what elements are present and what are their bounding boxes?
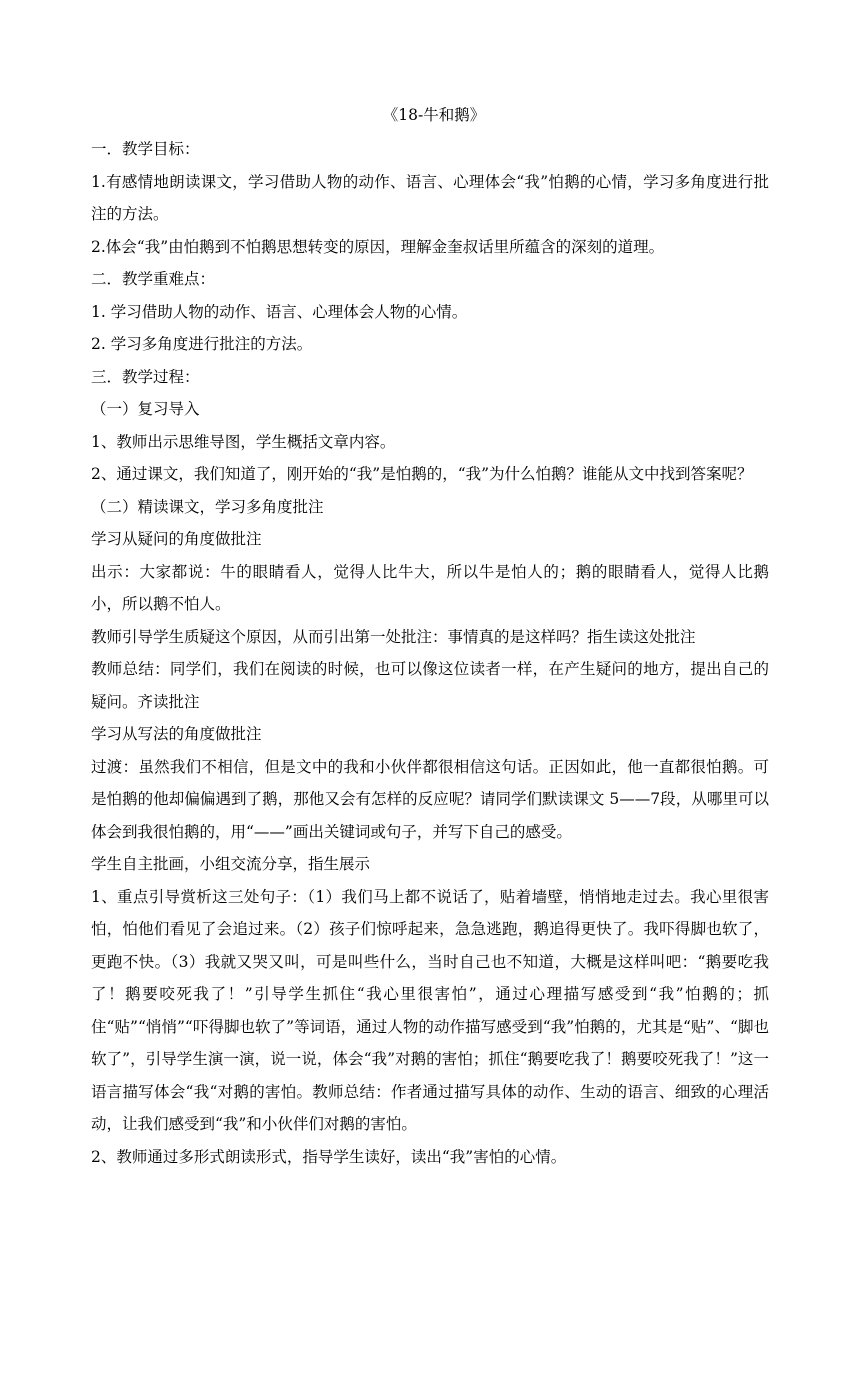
objective-1: 1.有感情地朗读课文，学习借助人物的动作、语言、心理体会“我”怕鹅的心情，学习多角度进行批注的方法。 [91, 172, 769, 223]
subheading-review: （一）复习导入 [91, 400, 200, 418]
section-heading-objectives: 一．教学目标： [91, 140, 200, 158]
subheading-close-reading: （二）精读课文，学习多角度批注 [91, 497, 324, 516]
quote-display: 出示：大家都说：牛的眼睛看人，觉得人比牛大，所以牛是怕人的；鹅的眼睛看人，觉得人比鹅小，所以鹅不怕人。 [91, 562, 769, 613]
review-step-1: 1、教师出示思维导图，学生概括文章内容。 [91, 432, 396, 451]
review-step-2: 2、通过课文，我们知道了，刚开始的“我”是怕鹅的，“我”为什么怕鹅？谁能从文中找到答案呢？ [91, 465, 753, 483]
reading-practice: 2、教师通过多形式朗读形式，指导学生读好，读出“我”害怕的心情。 [91, 1147, 567, 1166]
document-body [91, 100, 769, 1173]
student-activity: 学生自主批画，小组交流分享，指生展示 [91, 855, 371, 873]
subheading-question-annotation: 学习从疑问的角度做批注 [91, 530, 262, 548]
key-point-1: 1. 学习借助人物的动作、语言、心理体会人物的心情。 [91, 302, 468, 321]
key-point-2: 2. 学习多角度进行批注的方法。 [91, 335, 313, 353]
teacher-summary-1: 教师总结：同学们，我们在阅读的时候，也可以像这位读者一样，在产生疑问的地方，提出自己的疑问。齐读批注 [91, 660, 769, 711]
transition-paragraph: 过渡：虽然我们不相信，但是文中的我和小伙伴都很相信这句话。正因如此，他一直都很怕鹅。可是怕鹅的他却偏偏遇到了鹅，那他又会有怎样的反应呢？请同学们默读课文 5——7段，从哪里可以体会到我很怕鹅的，用“——”画出关键词或句子，并写下自己的感受。 [91, 757, 769, 841]
document-title: 《18-牛和鹅》 [382, 106, 486, 124]
subheading-writing-annotation: 学习从写法的角度做批注 [91, 725, 262, 743]
objective-2: 2.体会“我”由怕鹅到不怕鹅思想转变的原因，理解金奎叔话里所蕴含的深刻的道理。 [91, 237, 665, 256]
analysis-paragraph: 1、重点引导赏析这三处句子：（1）我们马上都不说话了，贴着墙壁，悄悄地走过去。我心里很害怕，怕他们看见了会追过来。（2）孩子们惊呼起来，急急逃跑，鹅追得更快了。我吓得脚也软了，更跑不快。（3）我就又哭又叫，可是叫些什么，当时自己也不知道，大概是这样叫吧：“鹅要吃我了！鹅要咬死我了！”引导学生抓住“我心里很害怕”，通过心理描写感受到“我”怕鹅的；抓住“贴”“悄悄”“吓得脚也软了”等词语，通过人物的动作描写感受到“我”怕鹅的，尤其是“贴”、“脚也软了”，引导学生演一演，说一说，体会“我”对鹅的害怕；抓住“鹅要吃我了！鹅要咬死我了！”这一语言描写体会“我“对鹅的害怕。教师总结：作者通过描写具体的动作、生动的语言、细致的心理活动，让我们感受到“我”和小伙伴们对鹅的害怕。 [91, 887, 769, 1133]
teacher-guidance: 教师引导学生质疑这个原因，从而引出第一处批注：事情真的是这样吗？指生读这处批注 [91, 627, 696, 646]
section-heading-key-points: 二．教学重难点： [91, 270, 216, 288]
section-heading-process: 三．教学过程： [91, 367, 200, 386]
